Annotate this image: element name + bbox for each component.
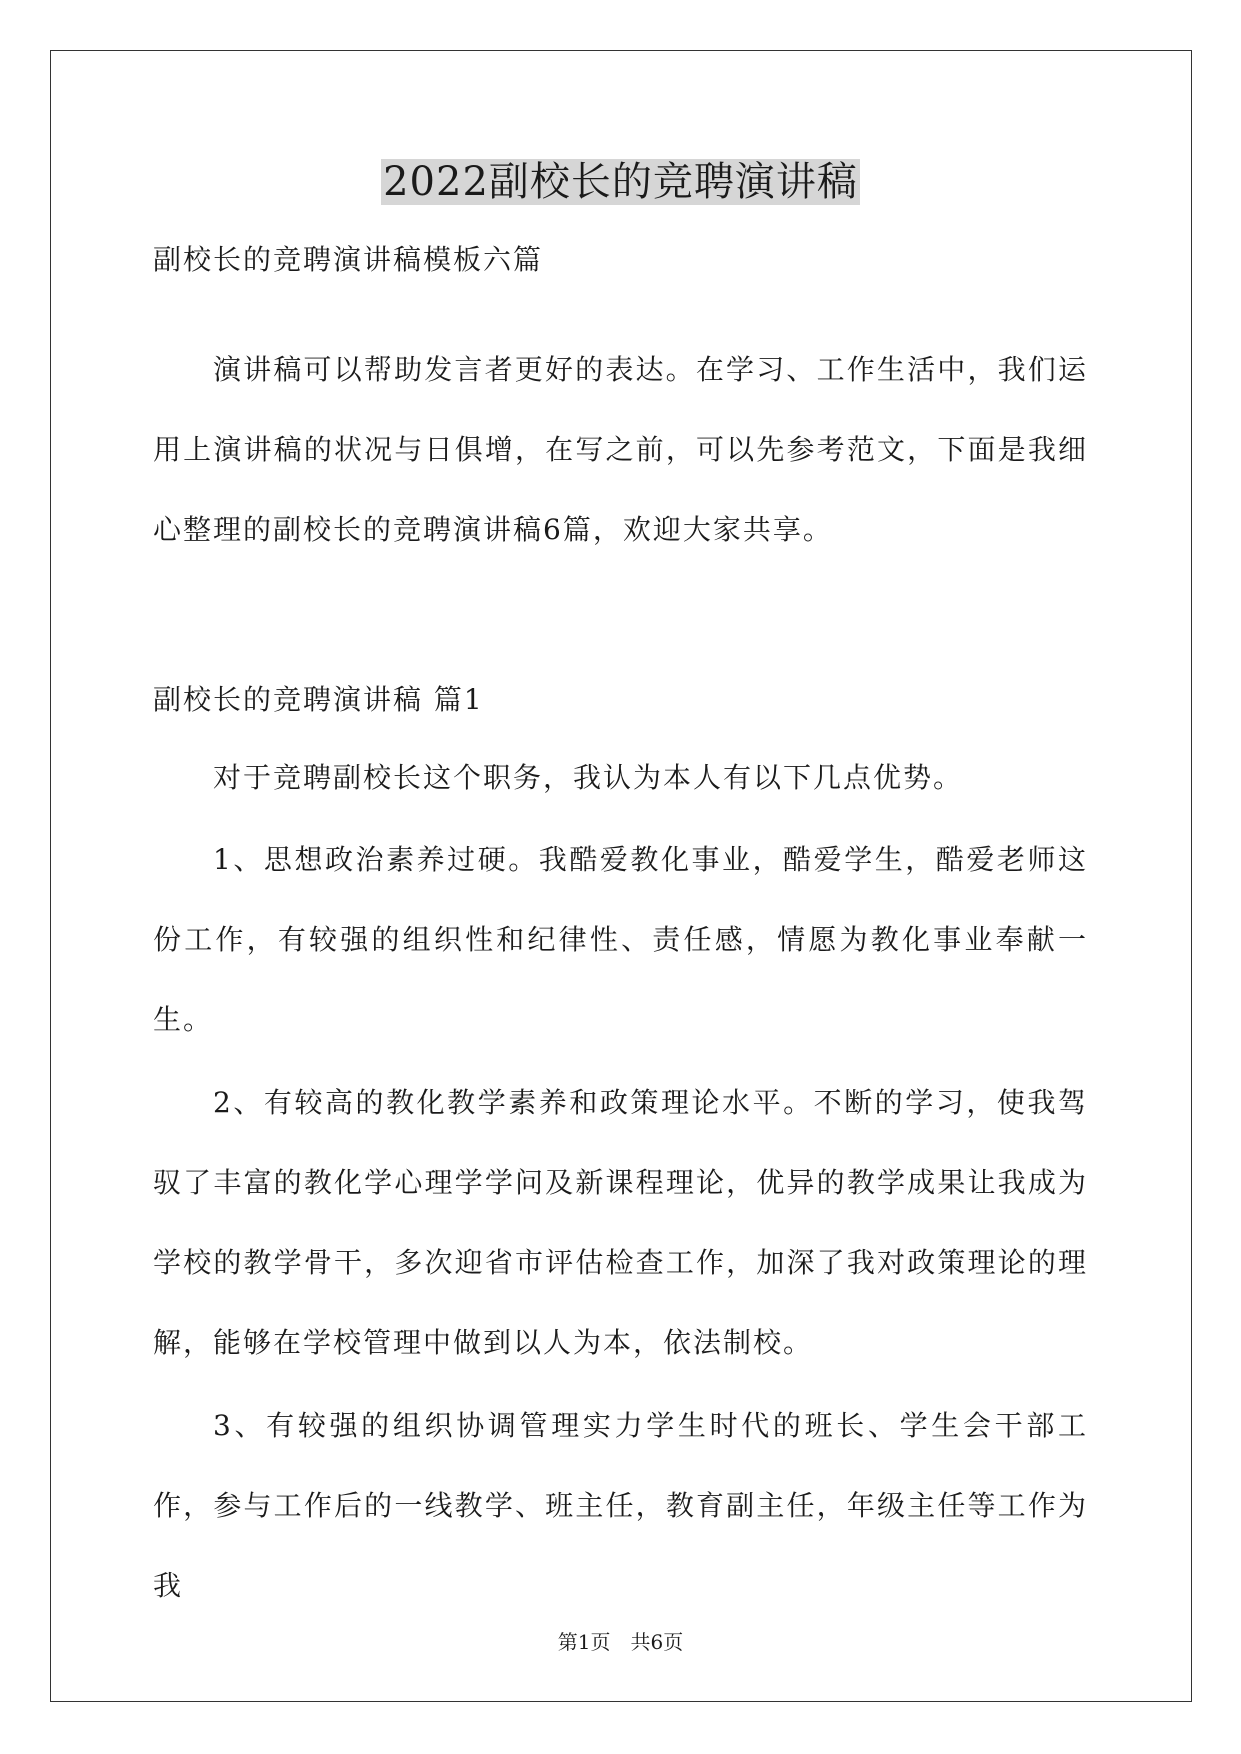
section-heading: 副校长的竞聘演讲稿 篇1: [153, 683, 484, 716]
body-paragraph: 2、有较高的教化教学素养和政策理论水平。不断的学习，使我驾驭了丰富的教化学心理学学问及新课程理论，优异的教学成果让我成为学校的教学骨干，多次迎省市评估检查工作，加深了我对政策理论的理解，能够在学校管理中做到以人为本，依法制校。: [153, 1086, 1088, 1359]
page-number: 第1页 共6页: [557, 1630, 684, 1654]
intro-paragraph: 演讲稿可以帮助发言者更好的表达。在学习、工作生活中，我们运用上演讲稿的状况与日俱增，在写之前，可以先参考范文，下面是我细心整理的副校长的竞聘演讲稿6篇，欢迎大家共享。: [153, 353, 1088, 546]
document-subtitle: 副校长的竞聘演讲稿模板六篇: [153, 243, 544, 276]
body-paragraph: 3、有较强的组织协调管理实力学生时代的班长、学生会干部工作，参与工作后的一线教学、班主任，教育副主任，年级主任等工作为我: [153, 1409, 1088, 1602]
document-title-text: 2022副校长的竞聘演讲稿: [383, 159, 858, 205]
body-paragraph: 对于竞聘副校长这个职务，我认为本人有以下几点优势。: [213, 761, 964, 794]
body-paragraph: 1、思想政治素养过硬。我酷爱教化事业，酷爱学生，酷爱老师这份工作，有较强的组织性和纪律性、责任感，情愿为教化事业奉献一生。: [153, 843, 1088, 1036]
document-title: [0, 152, 1241, 212]
